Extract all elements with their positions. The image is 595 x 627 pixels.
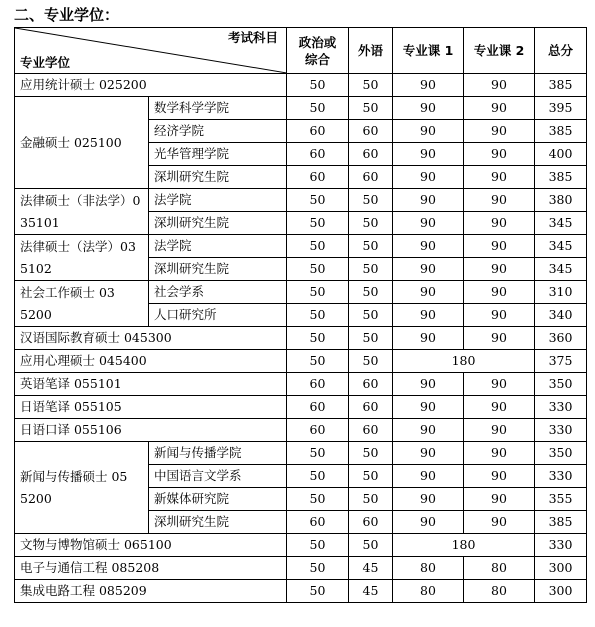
course1-cell: 90 xyxy=(393,373,464,396)
course2-cell: 90 xyxy=(464,327,535,350)
course1-cell: 90 xyxy=(393,465,464,488)
total-cell: 345 xyxy=(535,212,587,235)
course1-cell: 90 xyxy=(393,189,464,212)
degree-cell: 日语笔译 055105 xyxy=(15,396,287,419)
course2-cell: 90 xyxy=(464,189,535,212)
total-cell: 360 xyxy=(535,327,587,350)
foreign-cell: 45 xyxy=(349,580,393,603)
course2-cell: 90 xyxy=(464,465,535,488)
table-row xyxy=(15,281,587,304)
politics-cell: 50 xyxy=(287,235,349,258)
table-row xyxy=(15,327,587,350)
politics-cell: 60 xyxy=(287,419,349,442)
degree-cell xyxy=(15,442,149,534)
course1-cell: 90 xyxy=(393,97,464,120)
table-row xyxy=(15,189,587,212)
course2-cell: 80 xyxy=(464,557,535,580)
table-row xyxy=(15,557,587,580)
course2-cell: 90 xyxy=(464,281,535,304)
department-cell: 深圳研究生院 xyxy=(149,212,287,235)
foreign-cell: 50 xyxy=(349,212,393,235)
course2-cell: 90 xyxy=(464,235,535,258)
score-table xyxy=(14,27,587,603)
foreign-cell: 50 xyxy=(349,304,393,327)
header-row xyxy=(15,28,587,74)
foreign-cell: 60 xyxy=(349,373,393,396)
total-cell: 400 xyxy=(535,143,587,166)
course2-header: 专业课 2 xyxy=(464,28,535,74)
total-cell: 330 xyxy=(535,465,587,488)
foreign-cell: 50 xyxy=(349,235,393,258)
foreign-cell: 50 xyxy=(349,281,393,304)
table-row xyxy=(15,396,587,419)
degree-cell: 汉语国际教育硕士 045300 xyxy=(15,327,287,350)
politics-cell: 50 xyxy=(287,97,349,120)
total-cell: 330 xyxy=(535,419,587,442)
course-combined-cell: 180 xyxy=(393,350,535,373)
course1-cell: 90 xyxy=(393,281,464,304)
foreign-cell: 50 xyxy=(349,534,393,557)
politics-cell: 60 xyxy=(287,143,349,166)
course2-cell: 90 xyxy=(464,120,535,143)
course1-header: 专业课 1 xyxy=(393,28,464,74)
politics-header-text: 政治或综合 xyxy=(298,34,337,67)
course1-cell: 90 xyxy=(393,258,464,281)
politics-cell: 50 xyxy=(287,258,349,281)
politics-cell: 50 xyxy=(287,534,349,557)
course2-cell: 90 xyxy=(464,74,535,97)
department-cell: 经济学院 xyxy=(149,120,287,143)
degree-cell xyxy=(15,235,149,281)
course1-cell: 90 xyxy=(393,419,464,442)
section-heading: 二、专业学位： xyxy=(14,6,120,24)
table-row xyxy=(15,350,587,373)
foreign-cell: 50 xyxy=(349,258,393,281)
politics-cell: 50 xyxy=(287,304,349,327)
politics-cell: 50 xyxy=(287,212,349,235)
degree-cell: 应用统计硕士 025200 xyxy=(15,74,287,97)
foreign-cell: 45 xyxy=(349,557,393,580)
politics-cell: 50 xyxy=(287,189,349,212)
total-cell: 395 xyxy=(535,97,587,120)
total-cell: 385 xyxy=(535,120,587,143)
total-cell: 385 xyxy=(535,511,587,534)
course2-cell: 90 xyxy=(464,304,535,327)
course1-cell: 90 xyxy=(393,166,464,189)
course1-cell: 90 xyxy=(393,511,464,534)
total-cell: 340 xyxy=(535,304,587,327)
degree-text: 新闻与传播硕士 055200 xyxy=(20,468,128,506)
degree-cell: 集成电路工程 085209 xyxy=(15,580,287,603)
politics-cell: 60 xyxy=(287,396,349,419)
course-combined-cell: 180 xyxy=(393,534,535,557)
degree-text: 法律硕士（法学）035102 xyxy=(20,238,136,276)
department-cell: 中国语言文学系 xyxy=(149,465,287,488)
degree-cell: 应用心理硕士 045400 xyxy=(15,350,287,373)
politics-cell: 50 xyxy=(287,327,349,350)
department-cell: 深圳研究生院 xyxy=(149,258,287,281)
course2-cell: 90 xyxy=(464,488,535,511)
foreign-cell: 50 xyxy=(349,350,393,373)
politics-cell: 50 xyxy=(287,281,349,304)
table-row xyxy=(15,97,587,120)
degree-text: 法律硕士（非法学）035101 xyxy=(20,192,141,230)
total-cell: 380 xyxy=(535,189,587,212)
course1-cell: 90 xyxy=(393,442,464,465)
degree-cell xyxy=(15,189,149,235)
department-cell: 数学科学学院 xyxy=(149,97,287,120)
total-cell: 330 xyxy=(535,396,587,419)
table-row xyxy=(15,235,587,258)
politics-cell: 50 xyxy=(287,350,349,373)
foreign-cell: 50 xyxy=(349,465,393,488)
foreign-cell: 60 xyxy=(349,166,393,189)
table-row xyxy=(15,534,587,557)
degree-text: 社会工作硕士 035200 xyxy=(20,284,115,322)
exam-subject-label: 考试科目 xyxy=(227,30,278,45)
degree-cell: 英语笔译 055101 xyxy=(15,373,287,396)
department-cell: 人口研究所 xyxy=(149,304,287,327)
degree-cell xyxy=(15,281,149,327)
course1-cell: 90 xyxy=(393,327,464,350)
course2-cell: 90 xyxy=(464,258,535,281)
course1-cell: 90 xyxy=(393,488,464,511)
department-cell: 新闻与传播学院 xyxy=(149,442,287,465)
total-cell: 385 xyxy=(535,166,587,189)
total-cell: 350 xyxy=(535,373,587,396)
politics-header xyxy=(287,28,349,74)
degree-cell: 电子与通信工程 085208 xyxy=(15,557,287,580)
foreign-cell: 60 xyxy=(349,120,393,143)
foreign-cell: 50 xyxy=(349,442,393,465)
course2-cell: 90 xyxy=(464,511,535,534)
diagonal-header-cell xyxy=(15,28,287,74)
foreign-cell: 60 xyxy=(349,511,393,534)
department-cell: 深圳研究生院 xyxy=(149,166,287,189)
foreign-cell: 50 xyxy=(349,488,393,511)
total-cell: 350 xyxy=(535,442,587,465)
degree-cell: 金融硕士 025100 xyxy=(15,97,149,189)
department-cell: 光华管理学院 xyxy=(149,143,287,166)
course1-cell: 90 xyxy=(393,304,464,327)
total-cell: 300 xyxy=(535,580,587,603)
table-row xyxy=(15,442,587,465)
table-row xyxy=(15,419,587,442)
total-cell: 345 xyxy=(535,235,587,258)
degree-cell: 日语口译 055106 xyxy=(15,419,287,442)
foreign-cell: 50 xyxy=(349,189,393,212)
degree-cell: 文物与博物馆硕士 065100 xyxy=(15,534,287,557)
table-row xyxy=(15,74,587,97)
foreign-cell: 60 xyxy=(349,419,393,442)
course1-cell: 90 xyxy=(393,74,464,97)
foreign-cell: 50 xyxy=(349,74,393,97)
foreign-cell: 60 xyxy=(349,143,393,166)
table-row xyxy=(15,373,587,396)
department-cell: 深圳研究生院 xyxy=(149,511,287,534)
politics-cell: 50 xyxy=(287,488,349,511)
total-cell: 375 xyxy=(535,350,587,373)
foreign-cell: 50 xyxy=(349,327,393,350)
course2-cell: 90 xyxy=(464,97,535,120)
course1-cell: 90 xyxy=(393,212,464,235)
department-cell: 社会学系 xyxy=(149,281,287,304)
total-header: 总分 xyxy=(535,28,587,74)
foreign-cell: 60 xyxy=(349,396,393,419)
course1-cell: 80 xyxy=(393,580,464,603)
total-cell: 310 xyxy=(535,281,587,304)
department-cell: 法学院 xyxy=(149,189,287,212)
total-cell: 355 xyxy=(535,488,587,511)
course2-cell: 90 xyxy=(464,442,535,465)
course2-cell: 90 xyxy=(464,373,535,396)
total-cell: 385 xyxy=(535,74,587,97)
course1-cell: 90 xyxy=(393,120,464,143)
course2-cell: 90 xyxy=(464,419,535,442)
politics-cell: 60 xyxy=(287,166,349,189)
politics-cell: 50 xyxy=(287,74,349,97)
politics-cell: 60 xyxy=(287,511,349,534)
course2-cell: 90 xyxy=(464,166,535,189)
course1-cell: 80 xyxy=(393,557,464,580)
department-cell: 法学院 xyxy=(149,235,287,258)
politics-cell: 60 xyxy=(287,373,349,396)
foreign-cell: 50 xyxy=(349,97,393,120)
table-row xyxy=(15,580,587,603)
total-cell: 300 xyxy=(535,557,587,580)
foreign-header: 外语 xyxy=(349,28,393,74)
course1-cell: 90 xyxy=(393,396,464,419)
course2-cell: 90 xyxy=(464,143,535,166)
course1-cell: 90 xyxy=(393,235,464,258)
politics-cell: 50 xyxy=(287,580,349,603)
total-cell: 330 xyxy=(535,534,587,557)
politics-cell: 50 xyxy=(287,465,349,488)
course2-cell: 90 xyxy=(464,212,535,235)
politics-cell: 50 xyxy=(287,442,349,465)
total-cell: 345 xyxy=(535,258,587,281)
course1-cell: 90 xyxy=(393,143,464,166)
department-cell: 新媒体研究院 xyxy=(149,488,287,511)
course2-cell: 90 xyxy=(464,396,535,419)
degree-label: 专业学位 xyxy=(20,55,71,70)
politics-cell: 60 xyxy=(287,120,349,143)
course2-cell: 80 xyxy=(464,580,535,603)
politics-cell: 50 xyxy=(287,557,349,580)
